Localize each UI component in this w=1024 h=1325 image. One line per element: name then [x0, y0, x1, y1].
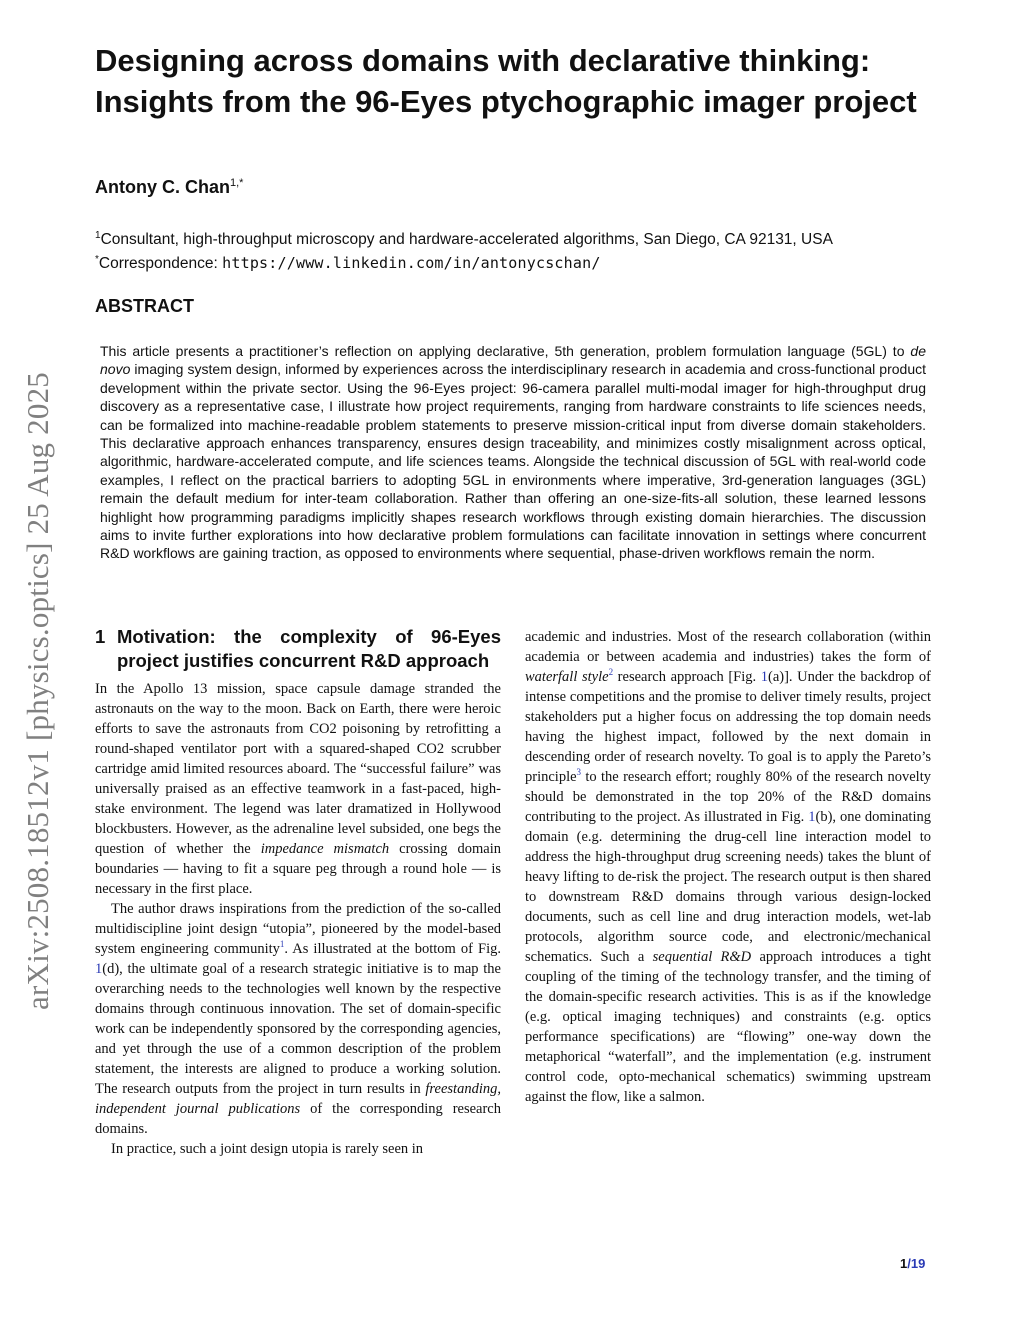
text-run: The author draws inspirations from the prediction of the so-called multidiscipline joint design “utopia”, pioneered by the model-based system engineering community: [95, 901, 501, 957]
body-paragraph: [95, 899, 501, 1139]
abstract-emphasis: de novo: [100, 343, 926, 378]
paper-title: Designing across domains with declarative thinking: Insights from the 96-Eyes ptychographic imager project: [95, 43, 917, 119]
page-number: [900, 1256, 925, 1271]
right-column: [525, 625, 931, 1107]
author-name: Antony C. Chan: [95, 177, 230, 197]
affiliation-text: Consultant, high-throughput microscopy and hardware-accelerated algorithms, San Diego, CA 92131, USA: [100, 231, 833, 249]
arxiv-stamp: arXiv:2508.18512v1 [physics.optics] 25 Aug 2025: [20, 372, 55, 1010]
page-total: /19: [907, 1256, 926, 1271]
footnote-link[interactable]: 3: [576, 767, 582, 778]
body-paragraph: [95, 679, 501, 899]
text-run: . As illustrated at the bottom of Fig.: [284, 941, 501, 957]
correspondence-line: [95, 250, 945, 274]
figure-link[interactable]: 1: [95, 961, 103, 977]
text-run: of the corresponding research domains.: [95, 1101, 501, 1137]
section-title: Motivation: the complexity of 96-Eyes project justifies concurrent R&D approach: [117, 626, 501, 671]
footnote-link[interactable]: 2: [608, 667, 614, 678]
footnote-link[interactable]: 1: [279, 939, 285, 950]
text-emphasis: freestanding, independent journal publications: [95, 1081, 501, 1117]
section-heading: [95, 625, 501, 673]
body-paragraph: [95, 1139, 501, 1159]
text-run: approach introduces a tight coupling of the timing of the technology transfer, and the timing of the domain-specific research activities. This is as if the knowledge (e.g. optical imaging techniques) and constraints (e.g. optics performance specifications) are “flowing” one-way down the metaphorical “waterfall”, and the implementation (e.g. instrument control code, opto-mechanical schematics) swimming upstream against the flow, like a salmon.: [525, 949, 931, 1105]
correspondence-label: Correspondence:: [98, 255, 223, 273]
section-number: 1: [95, 626, 106, 647]
text-run: In the Apollo 13 mission, space capsule damage stranded the astronauts on the way to the moon. Back on Earth, there were heroic efforts to save the astronauts from CO2 poisoning by retrofitting a round-shaped ventilator port with a squared-shaped CO2 scrubber cartridge amid limited resources aboard. The “successful failure” was universally praised as an effective teamwork in a fast-paced, high-stake environment. The legend was later dramatized in Hollywood blockbusters. However, as the adrenaline level subsided, one begs the question of whether the: [95, 681, 501, 857]
text-emphasis: sequential R&D: [652, 949, 752, 965]
text-run: (a)]. Under the backdrop of intense competitions and the promise to deliver timely results, project stakeholders put a higher focus on addressing the top domain needs having the highest impact, followed by the next domain in descending order of research novelty. To goal is to apply the Pareto’s principle: [525, 669, 932, 785]
affiliation-line: [95, 226, 945, 250]
page-current: 1: [900, 1256, 908, 1271]
text-run: crossing domain boundaries — having to fit a square peg through a round hole — is necessary in the first place.: [95, 841, 501, 897]
text-emphasis: impedance mismatch: [260, 841, 390, 857]
text-run: (b), one dominating domain (e.g. determining the drug-cell line interaction model to address the high-throughput drug screening needs) takes the blunt of heavy lifting to de-risk the project. The research output is then shared to downstream R&D domains through various design-locked documents, such as cell line and drug interaction models, wet-lab protocols, algorithm source code, and electronic/mechanical schematics. Such a: [525, 809, 931, 965]
author-mark: 1,*: [230, 177, 244, 189]
left-column: [95, 625, 501, 1159]
text-run: academic and industries. Most of the research collaboration (within academia or between academia and industries) takes the form of: [525, 629, 931, 665]
author-line: [95, 177, 243, 198]
text-run: to the research effort; roughly 80% of the research novelty should be demonstrated in the top 20% of the R&D domains contributing to the project. As illustrated in Fig.: [525, 769, 931, 825]
abstract-part: imaging system design, informed by experiences across the interdisciplinary research in academia and cross-functional product development within the private sector. Using the 96-Eyes project: 96-camera parallel multi-modal imager for high-throughput drug discovery as a representative case, I illustrate how project requirements, ranging from hardware constraints to life sciences needs, can be formalized into machine-readable problem statements to preserve mission-critical input from diverse domain stakeholders. This declarative approach enhances transparency, ensures design traceability, and minimizes costly misalignment across optical, algorithmic, hardware-accelerated compute, and life sciences teams. Alongside the technical discussion of 5GL with real-world code examples, I reflect on the practical barriers to adopting 5GL in environments where imperative, 3rd-generation languages (3GL) remain the default medium for inter-team collaboration. Rather than offering an one-size-fits-all solution, these learned lessons highlight how programming paradigms implicitly shapes research workflows through existing domain hierarchies. The discussion aims to invite further explorations into how declarative problem formulations can facilitate innovation in settings where concurrent R&D workflows are gaining traction, as opposed to environments where sequential, phase-driven workflows remain the norm.: [100, 361, 926, 562]
body-paragraph: [525, 627, 931, 1107]
text-run: research approach [Fig.: [613, 669, 761, 685]
figure-link[interactable]: 1: [760, 669, 769, 685]
correspondence-mark: *: [95, 254, 99, 266]
text-run: In practice, such a joint design utopia is rarely seen in: [111, 1141, 424, 1157]
affiliation-block: [95, 226, 945, 274]
abstract-text: [100, 342, 926, 563]
figure-link[interactable]: 1: [808, 809, 816, 825]
abstract-part: This article presents a practitioner’s reflection on applying declarative, 5th generation, problem formulation language (5GL) to: [100, 343, 911, 359]
affiliation-mark: 1: [95, 230, 101, 241]
text-emphasis: waterfall style: [525, 669, 609, 685]
correspondence-link[interactable]: https://www.linkedin.com/in/antonycschan/: [222, 254, 601, 273]
text-run: (d), the ultimate goal of a research strategic initiative is to map the overarching needs to the technologies well known by the respective domains through continuous innovation. The set of domain-specific work can be independently sponsored by the corresponding agencies, and yet through the use of a common description of the problem statement, the interests are aligned to produce a working solution. The research outputs from the project in turn results in: [95, 961, 501, 1097]
abstract-heading: ABSTRACT: [95, 296, 194, 316]
